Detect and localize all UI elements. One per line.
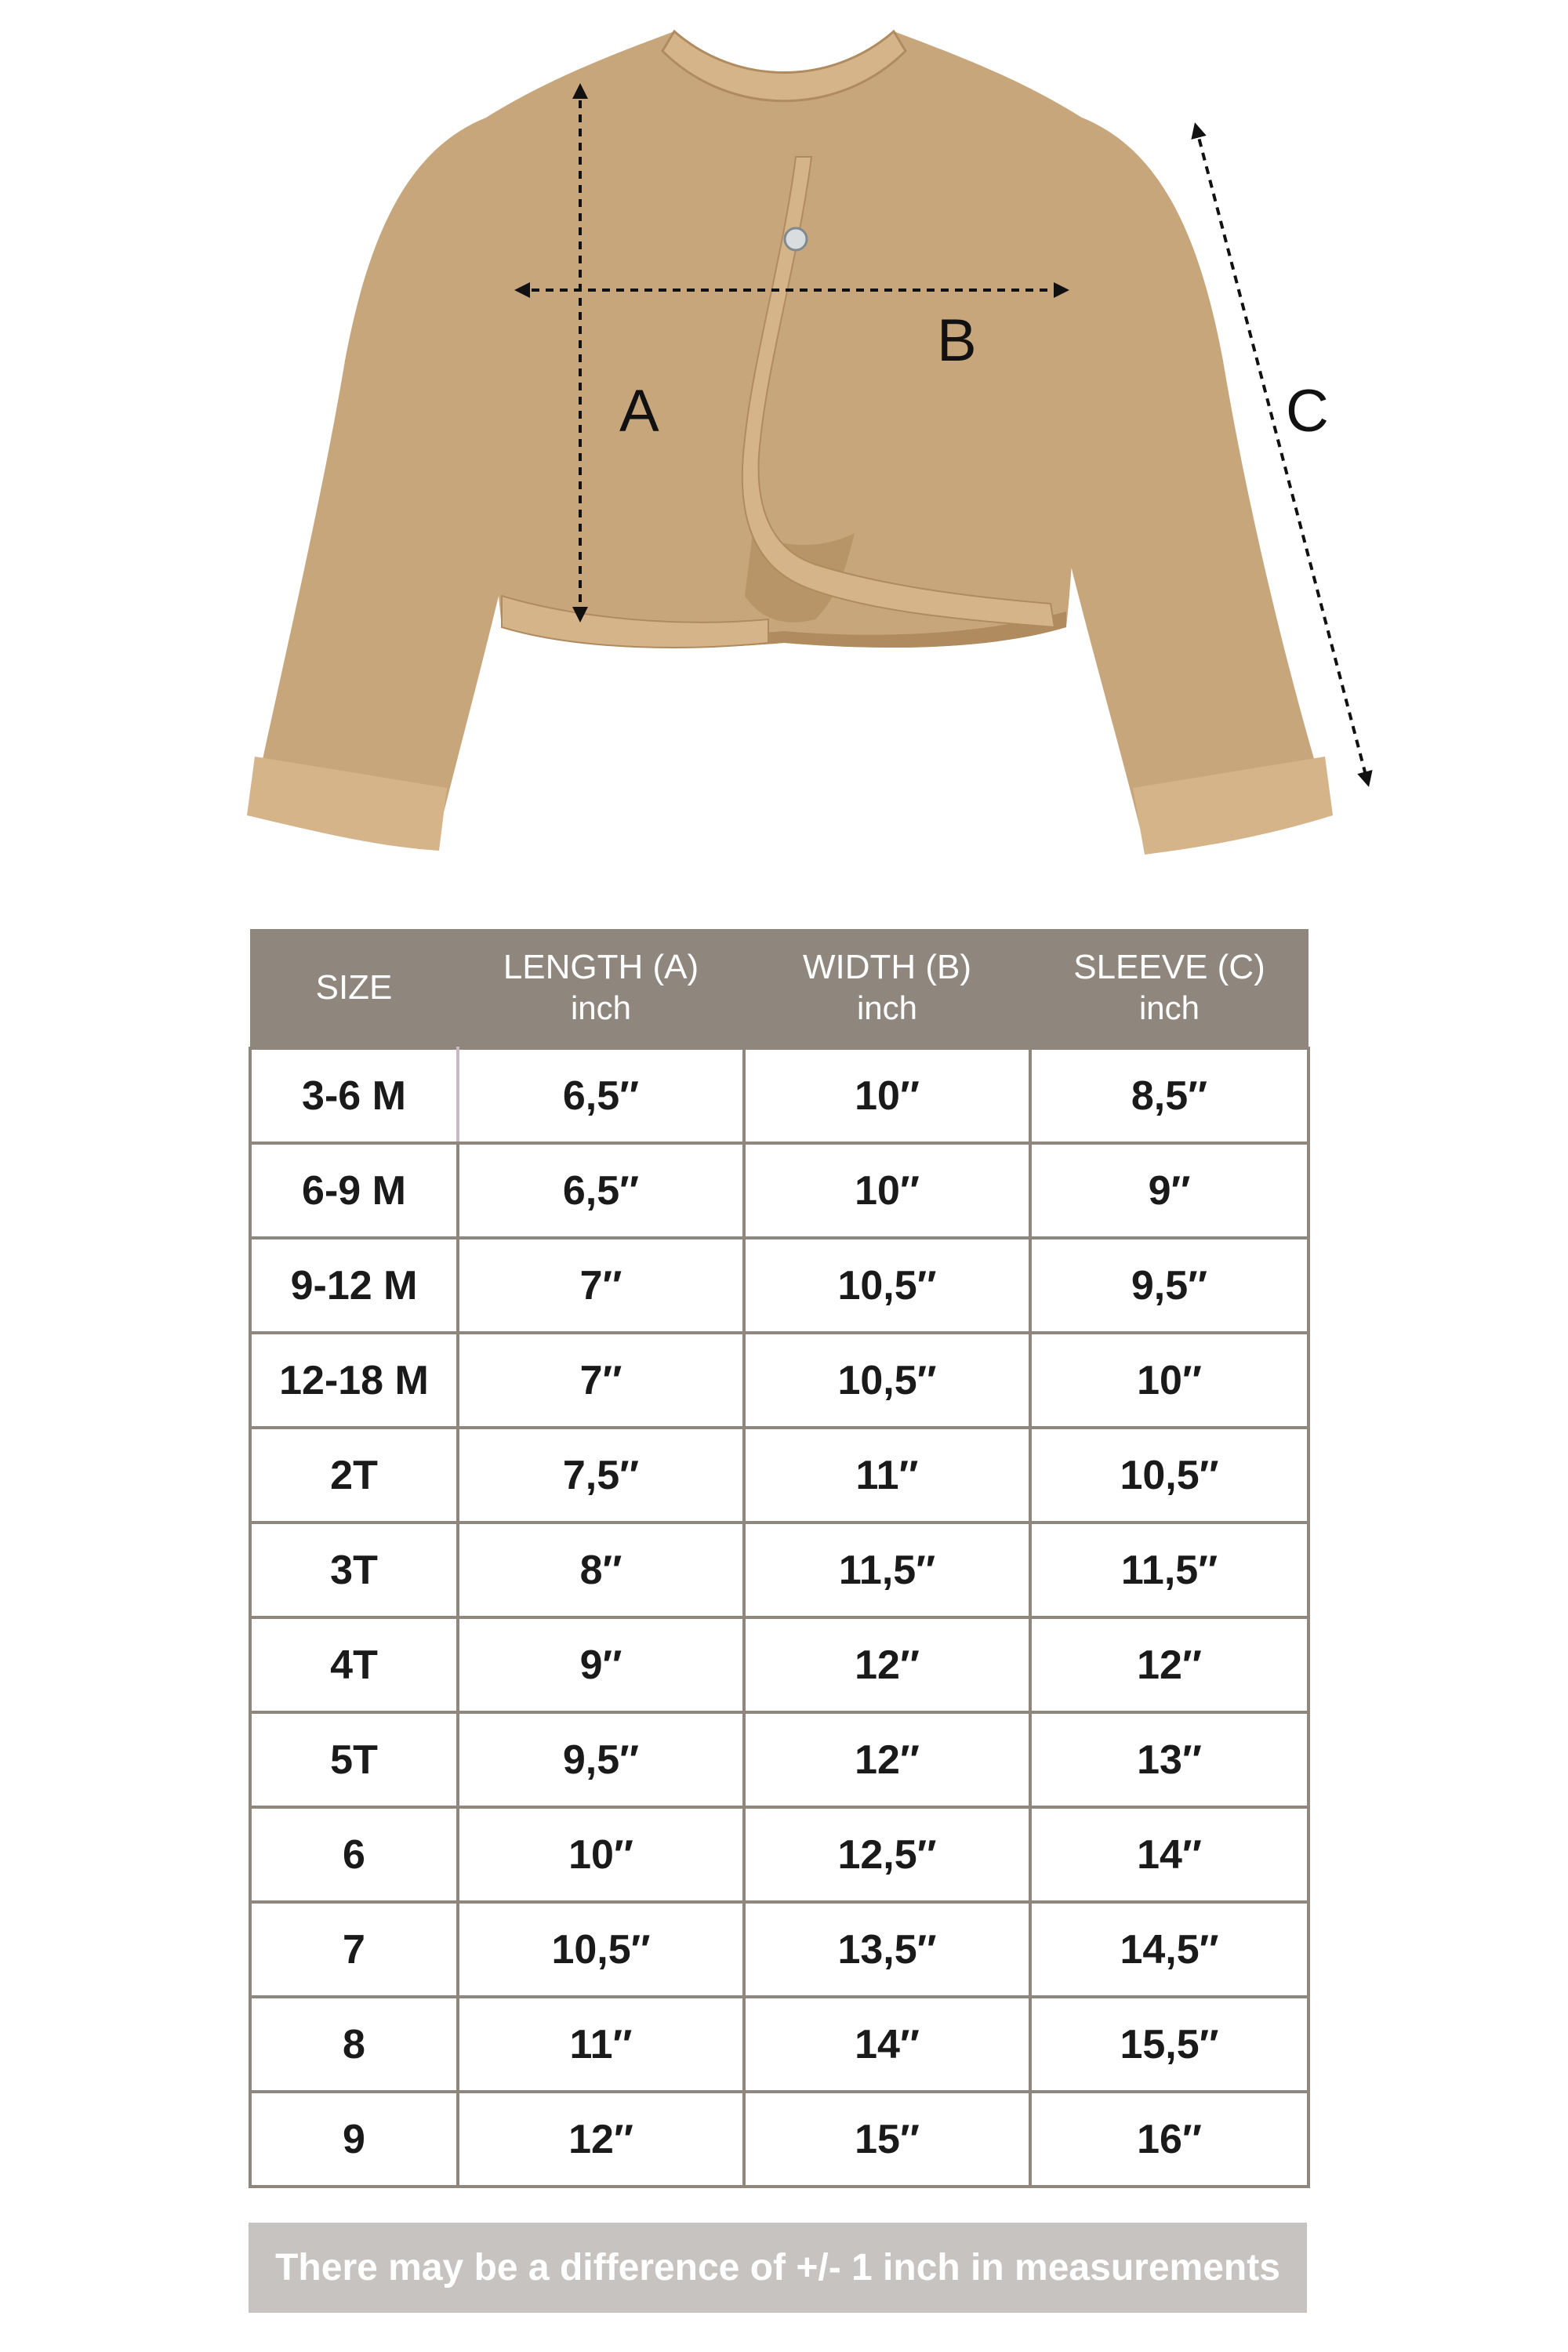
width-cell: 13,5″: [744, 1902, 1030, 1997]
header-unit: inch: [570, 989, 632, 1027]
length-cell: 12″: [458, 2092, 744, 2187]
width-cell: 10″: [744, 1143, 1030, 1238]
length-cell: 10″: [458, 1807, 744, 1902]
table-row: [250, 1902, 1308, 1997]
length-cell: 6,5″: [458, 1143, 744, 1238]
size-cell: 3T: [250, 1523, 458, 1617]
sleeve-cell: 10,5″: [1030, 1428, 1308, 1523]
measurement-note: There may be a difference of +/- 1 inch in measurements: [249, 2223, 1307, 2313]
sleeve-cell: 14″: [1030, 1807, 1308, 1902]
width-cell: 12″: [744, 1617, 1030, 1712]
length-cell: 9,5″: [458, 1712, 744, 1807]
table-row: [250, 1048, 1308, 1143]
width-cell: 14″: [744, 1997, 1030, 2092]
length-cell: 9″: [458, 1617, 744, 1712]
sleeve-cell: 9,5″: [1030, 1238, 1308, 1333]
width-cell: 12″: [744, 1712, 1030, 1807]
sleeve-cell: 15,5″: [1030, 1997, 1308, 2092]
header-title: WIDTH (B): [802, 948, 972, 987]
label-b: B: [937, 307, 977, 374]
table-row: [250, 1523, 1308, 1617]
sleeve-cell: 13″: [1030, 1712, 1308, 1807]
header-length: [458, 929, 744, 1048]
length-cell: 11″: [458, 1997, 744, 2092]
table-body: [250, 1048, 1308, 2187]
table-row: [250, 1143, 1308, 1238]
size-cell: 9-12 M: [250, 1238, 458, 1333]
table-row: [250, 1617, 1308, 1712]
table-row: [250, 1807, 1308, 1902]
size-cell: 8: [250, 1997, 458, 2092]
label-c: C: [1286, 378, 1329, 445]
width-cell: 15″: [744, 2092, 1030, 2187]
table-header-row: [250, 929, 1308, 1048]
header-unit: inch: [856, 989, 918, 1027]
size-cell: 12-18 M: [250, 1333, 458, 1428]
header-title: LENGTH (A): [503, 948, 699, 987]
sleeve-cell: 14,5″: [1030, 1902, 1308, 1997]
size-cell: 6-9 M: [250, 1143, 458, 1238]
width-cell: 10″: [744, 1048, 1030, 1143]
size-cell: 3-6 M: [250, 1048, 458, 1143]
length-cell: 7″: [458, 1238, 744, 1333]
width-cell: 11,5″: [744, 1523, 1030, 1617]
sleeve-cell: 11,5″: [1030, 1523, 1308, 1617]
size-cell: 9: [250, 2092, 458, 2187]
sleeve-cell: 16″: [1030, 2092, 1308, 2187]
table-row: [250, 1428, 1308, 1523]
size-chart-table: [249, 929, 1310, 2188]
header-size: [250, 929, 458, 1048]
table-row: [250, 1997, 1308, 2092]
table-row: [250, 1333, 1308, 1428]
button: [785, 228, 807, 250]
header-sleeve: [1030, 929, 1308, 1048]
size-cell: 4T: [250, 1617, 458, 1712]
size-cell: 5T: [250, 1712, 458, 1807]
width-cell: 11″: [744, 1428, 1030, 1523]
header-unit: inch: [1138, 989, 1200, 1027]
table-row: [250, 1238, 1308, 1333]
sleeve-cell: 12″: [1030, 1617, 1308, 1712]
header-title: SIZE: [315, 967, 393, 1007]
width-cell: 12,5″: [744, 1807, 1030, 1902]
length-cell: 7″: [458, 1333, 744, 1428]
length-cell: 7,5″: [458, 1428, 744, 1523]
header-title: SLEEVE (C): [1073, 948, 1265, 987]
table-row: [250, 2092, 1308, 2187]
length-cell: 10,5″: [458, 1902, 744, 1997]
length-cell: 8″: [458, 1523, 744, 1617]
cardigan-illustration: [247, 31, 1333, 855]
right-sleeve: [1043, 118, 1325, 831]
label-a: A: [619, 378, 659, 445]
header-width: [744, 929, 1030, 1048]
table-row: [250, 1712, 1308, 1807]
width-cell: 10,5″: [744, 1333, 1030, 1428]
size-cell: 6: [250, 1807, 458, 1902]
size-cell: 7: [250, 1902, 458, 1997]
length-cell: 6,5″: [458, 1048, 744, 1143]
cardigan-measurement-figure: [0, 0, 1568, 886]
size-cell: 2T: [250, 1428, 458, 1523]
width-cell: 10,5″: [744, 1238, 1030, 1333]
sleeve-cell: 10″: [1030, 1333, 1308, 1428]
sleeve-cell: 8,5″: [1030, 1048, 1308, 1143]
sleeve-cell: 9″: [1030, 1143, 1308, 1238]
